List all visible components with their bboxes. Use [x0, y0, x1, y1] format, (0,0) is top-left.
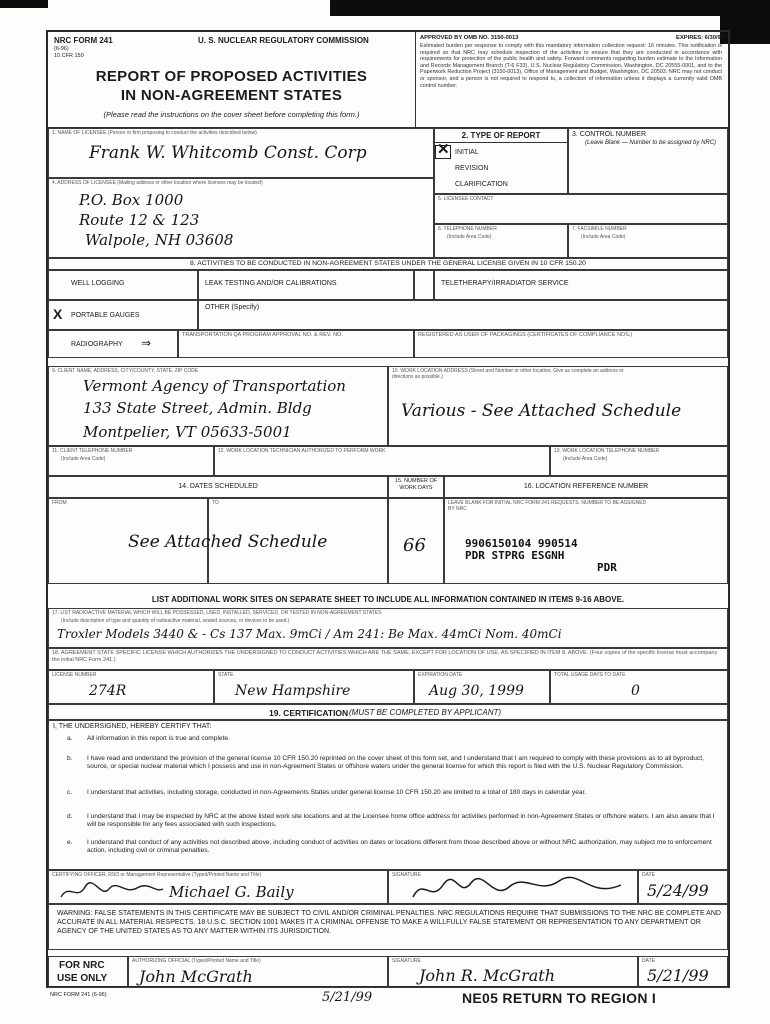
nrc-date-value: 5/21/99	[647, 966, 709, 985]
omb-approval: APPROVED BY OMB NO. 3150-0013	[420, 35, 519, 41]
client-line1: Vermont Agency of Transportation	[83, 377, 346, 395]
field-6-telephone[interactable]	[434, 224, 568, 258]
header-left	[48, 32, 416, 128]
nrc-date[interactable]: DATE 5/21/99	[638, 956, 728, 988]
certification-body: I, THE UNDERSIGNED, HEREBY CERTIFY THAT: a. All information in this report is true and complete. b. I have read and understand the provision of the general license 10 CFR 150.20 reprinted on the cover sheet of this form set, and I understand that I am required to comply with these provisions as to all byproduct, source, or special nuclear material which I possess and use in non-Agreement States or offshore waters under the general license for which this report is filed with the U.S. Nuclear Regulatory Commission. c. I understand that activities, including storage, conducted in non-Agreements States under general license 10 CFR 150.20 are limited to a total of 180 days in calendar year. d. I understand that I may be inspected by NRC at the above listed work site locations and at the Licensee home office address for activities performed in non-Agreement States or offshore waters. I am also aware that I will be responsible for any fees associated with such inspections. e. I understand that conduct of any activities not described above, including conduct of activities on dates or locations different from those described above or without NRC authorization, may subject me to enforcement action, including civil or criminal penalties.	[48, 720, 728, 870]
state-value: New Hampshire	[235, 683, 351, 699]
footer-form-number: NRC FORM 241 (6-96)	[50, 992, 107, 998]
x-mark: ✕	[437, 141, 450, 159]
form-title-line2: IN NON-AGREEMENT STATES	[120, 87, 343, 104]
report-type-revision[interactable]: REVISION	[455, 165, 489, 172]
arrow-icon: ⇒	[141, 336, 152, 350]
client-line2: 133 State Street, Admin. Bldg	[83, 399, 312, 417]
field-3-label: 3. CONTROL NUMBER	[572, 131, 647, 138]
field-8-label: 8. ACTIVITIES TO BE CONDUCTED IN NON-AGREEMENT STATES UNDER THE GENERAL LICENSE GIVEN IN 10 CFR 150.20	[190, 260, 586, 267]
field-1-licensee-name[interactable]	[48, 128, 434, 178]
nrc-signature[interactable]: SIGNATURE John R. McGrath	[388, 956, 638, 988]
certification-date[interactable]: DATE 5/24/99	[638, 870, 728, 904]
field-3-control-number	[568, 128, 728, 194]
official-name-value: John McGrath	[139, 967, 253, 986]
dates-from[interactable]: FROM	[48, 498, 208, 584]
field-10-work-location[interactable]	[388, 366, 728, 446]
activity-other[interactable]: OTHER (Specify)	[198, 300, 728, 330]
report-type-clarification[interactable]: CLARIFICATION	[455, 181, 508, 188]
scan-edge-top	[330, 0, 770, 16]
field-14-dates-header: 14. DATES SCHEDULED	[48, 476, 388, 498]
field-10-label: 10. WORK LOCATION ADDRESS (Street and Number or other location. Give as complete an address or directions as possible.)	[392, 368, 624, 380]
nrc-form-241	[46, 30, 730, 988]
stamp-line1: 9906150104 990514	[465, 537, 578, 550]
licensee-name-value: Frank W. Whitcomb Const. Corp	[89, 143, 367, 163]
work-days-value: 66	[403, 535, 426, 556]
certifying-officer[interactable]: CERTIFYING OFFICER, RSO or Management Representative (Typed/Printed Name and Title) Michael G. Baily	[48, 870, 388, 904]
officer-signature[interactable]: SIGNATURE	[388, 870, 638, 904]
total-usage-days[interactable]: TOTAL USAGE DAYS TO DATE 0	[550, 670, 728, 704]
expiration: EXPIRES: 6/30/99	[675, 35, 724, 41]
expiration-value: Aug 30, 1999	[429, 683, 524, 699]
work-days[interactable]	[388, 498, 444, 584]
burden-statement: Estimated burden per response to comply with this mandatory information collection request: 16 minutes. This notification is required so that NRC may schedule inspection of the activities to ensure that they are conducted in accordance with requirements for protection of the public health and safety. Forward comments regarding burden estimate to the Information and Records Management Branch (T-6 F33), U.S. Nuclear Regulatory Commission, Washington, DC 20555-0001, and to the Paperwork Reduction Project (3150-0013), Office of Management and Budget, Washington, DC 20503. NRC may not conduct or sponsor, and a person is not required to respond to, a collection of information unless it displays a currently valid OMB control number.	[420, 43, 722, 89]
transportation-qa[interactable]: TRANSPORTATION QA PROGRAM APPROVAL NO. & REV. NO.	[178, 330, 414, 358]
nrc-signature-value: John R. McGrath	[419, 966, 556, 985]
warning-statement: WARNING: FALSE STATEMENTS IN THIS CERTIFICATE MAY BE SUBJECT TO CIVIL AND/OR CRIMINAL PENALTIES. NRC REGULATIONS REQUIRE THAT SUBMISSIONS TO THE NRC BE COMPLETE AND ACCURATE IN ALL MATERIAL RESPECTS. 18 U.S.C. SECTION 1001 MAKES IT A CRIMINAL OFFENSE TO MAKE A WILLFULLY FALSE STATEMENT OR REPRESENTATION TO ANY DEPARTMENT OR AGENCY OF THE UNITED STATES AS TO ANY MATTER WITHIN ITS JURISDICTION.	[48, 904, 728, 950]
field-6-label: 6. TELEPHONE NUMBER	[438, 226, 497, 232]
cfr-reference: 10 CFR 150	[54, 53, 84, 59]
field-7-note: (Include Area Code)	[581, 234, 626, 240]
field-17-radioactive-material[interactable]: 17. LIST RADIOACTIVE MATERIAL WHICH WILL BE POSSESSED, USED, INSTALLED, SERVICED, OR TESTED IN NON-AGREEMENT STATES (Include description of type and quantity of radioactive material, sealed sources, or devices to be used.) Troxler Models 3440 & - Cs 137 Max. 9mCi / Am 241: Be Max. 44mCi Nom. 40mCi	[48, 608, 728, 648]
material-value: Troxler Models 3440 & - Cs 137 Max. 9mCi / Am 241: Be Max. 44mCi Nom. 40mCi	[57, 627, 562, 641]
field-3-note: (Leave Blank — Number to be assigned by NRC)	[585, 140, 717, 146]
nrc-use-only: FOR NRC USE ONLY	[48, 956, 128, 988]
field-5-licensee-contact[interactable]	[434, 194, 728, 224]
activity-radiography[interactable]: RADIOGRAPHY ⇒	[48, 330, 178, 358]
field-5-label: 5. LICENSEE CONTACT	[438, 196, 494, 202]
license-state[interactable]: STATE New Hampshire	[214, 670, 414, 704]
field-7-label: 7. FACSIMILE NUMBER	[572, 226, 627, 232]
report-type-initial[interactable]: ✕ INITIAL	[437, 141, 479, 159]
form-number: NRC FORM 241	[54, 36, 113, 45]
stamp-line2: PDR STPRG ESGNH	[465, 549, 565, 562]
field-12-technician[interactable]: 12. WORK LOCATION TECHNICIAN AUTHORIZED TO PERFORM WORK	[214, 446, 550, 476]
header-right	[416, 32, 728, 128]
stamp-line3: PDR	[597, 561, 617, 574]
client-line3: Montpelier, VT 05633-5001	[83, 423, 292, 441]
field-1-label: 1. NAME OF LICENSEE (Person or firm proposing to conduct the activities described below)	[52, 130, 257, 136]
location-reference[interactable]: LEAVE BLANK FOR INITIAL NRC FORM 241 REQUESTS. NUMBER TO BE ASSIGNED BY NRC 9906150104 990514 PDR STPRG ESGNH PDR	[444, 498, 728, 584]
dates-value: See Attached Schedule	[128, 532, 328, 552]
address-line1: P.O. Box 1000	[79, 191, 184, 209]
activity-teletherapy-checkbox[interactable]	[414, 270, 434, 300]
field-13-work-phone[interactable]: 13. WORK LOCATION TELEPHONE NUMBER (Include Area Code)	[550, 446, 728, 476]
activity-portable-gauges[interactable]: X PORTABLE GAUGES	[48, 300, 198, 330]
activity-well-logging[interactable]: WELL LOGGING	[48, 270, 198, 300]
checkbox-initial[interactable]	[435, 141, 451, 159]
field-9-label: 9. CLIENT NAME, ADDRESS, CITY/COUNTY, STATE, ZIP CODE	[52, 368, 199, 374]
field-16-header: 16. LOCATION REFERENCE NUMBER	[444, 476, 728, 498]
registered-packagings[interactable]: REGISTERED AS USER OF PACKAGINGS (CERTIFICATES OF COMPLIANCE NOS.)	[414, 330, 728, 358]
field-18-agreement-state: 18. AGREEMENT STATE SPECIFIC LICENSE WHICH AUTHORIZES THE UNDERSIGNED TO CONDUCT ACTIVITIES WHICH ARE THE SAME, EXCEPT FOR LOCATION OF USE, AS SPECIFIED IN ITEM 8. ABOVE. (Four copies of the specific license must accompany the initial NRC Form 241.)	[48, 648, 728, 670]
activity-leak-testing[interactable]: LEAK TESTING AND/OR CALIBRATIONS	[198, 270, 414, 300]
footer-initials-date: 5/21/99	[322, 990, 373, 1005]
form-title-line1: REPORT OF PROPOSED ACTIVITIES	[95, 68, 368, 85]
license-number[interactable]: LICENSE NUMBER 274R	[48, 670, 214, 704]
list-additional-sites: LIST ADDITIONAL WORK SITES ON SEPARATE SHEET TO INCLUDE ALL INFORMATION CONTAINED IN ITEMS 9-16 ABOVE.	[151, 595, 625, 604]
address-line2: Route 12 & 123	[79, 211, 200, 229]
field-7-fax[interactable]	[568, 224, 728, 258]
activity-teletherapy[interactable]: TELETHERAPY/IRRADIATOR SERVICE	[434, 270, 728, 300]
field-11-client-phone[interactable]: 11. CLIENT TELEPHONE NUMBER (Include Area Code)	[48, 446, 214, 476]
cert-date-value: 5/24/99	[647, 881, 709, 900]
license-expiration[interactable]: EXPIRATION DATE Aug 30, 1999	[414, 670, 550, 704]
form-date: (6-96)	[54, 46, 69, 52]
field-8-activities-header	[48, 258, 728, 270]
officer-signature-scribble	[409, 875, 629, 904]
officer-initials-scribble	[57, 879, 167, 903]
field-4-label: 4. ADDRESS OF LICENSEE (Mailing address or other location where licenses may be located)	[52, 180, 263, 186]
field-2-label: 2. TYPE OF REPORT	[435, 129, 567, 143]
scan-edge-left	[0, 0, 48, 8]
certification-header: 19. CERTIFICATION (MUST BE COMPLETED BY APPLICANT)	[48, 704, 728, 720]
address-line3: Walpole, NH 03608	[85, 231, 234, 249]
gauges-x-mark: X	[53, 306, 63, 322]
field-4-licensee-address[interactable]	[48, 178, 434, 258]
field-15-header: 15. NUMBER OF WORK DAYS	[388, 476, 444, 498]
work-location-value: Various - See Attached Schedule	[401, 401, 682, 421]
total-usage-value: 0	[631, 683, 640, 699]
form-instructions: (Please read the instructions on the cover sheet before completing this form.)	[103, 110, 360, 119]
agency-name: U. S. NUCLEAR REGULATORY COMMISSION	[198, 36, 369, 45]
authorizing-official[interactable]: AUTHORIZING OFFICIAL (Typed/Printed Name and Title) John McGrath	[128, 956, 388, 988]
field-9-client[interactable]	[48, 366, 388, 446]
field-6-note: (Include Area Code)	[447, 234, 492, 240]
field-2-report-type	[434, 128, 568, 194]
officer-name-value: Michael G. Baily	[169, 883, 294, 901]
return-to-region-stamp: NE05 RETURN TO REGION I	[462, 990, 657, 1006]
dates-to[interactable]: TO	[208, 498, 388, 584]
license-number-value: 274R	[89, 683, 127, 699]
